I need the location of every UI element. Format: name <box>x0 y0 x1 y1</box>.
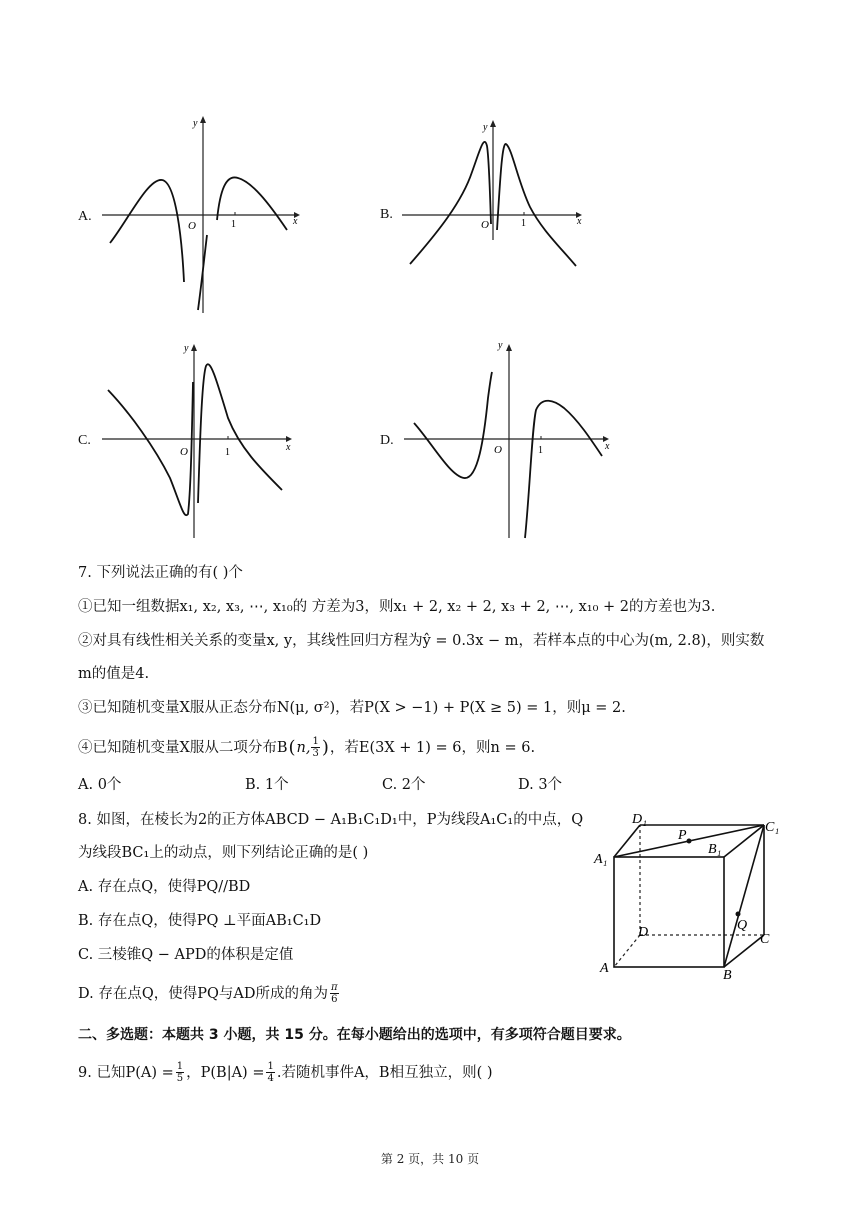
q8-option-b: B. 存在点Q，使得PQ ⊥平面AB₁C₁D <box>78 913 322 929</box>
left-paren: ( <box>288 736 296 758</box>
graph-c <box>100 338 300 543</box>
fraction-denominator: 5 <box>176 1073 184 1084</box>
label-b1: B₁ <box>708 842 722 857</box>
q7-s4-suffix: ，若E(3X + 1) = 6，则n = 6. <box>329 739 536 756</box>
q7-s4-n: n, <box>296 739 311 756</box>
q9-part-a: 9. 已知P(A) = <box>78 1064 174 1081</box>
q7-option-d: D. 3个 <box>518 777 563 793</box>
q7-statement-2-cont: m的值是4. <box>78 666 150 682</box>
y-axis-label: y <box>498 340 503 351</box>
q8-option-a: A. 存在点Q，使得PQ//BD <box>78 879 251 895</box>
fraction-numerator: 1 <box>176 1061 184 1072</box>
label-a1: A₁ <box>594 852 608 867</box>
graph-d <box>402 338 612 543</box>
section-heading-multiple-choice: 二、多选题：本题共 3 小题，共 15 分。在每小题给出的选项中，有多项符合题目要求。 <box>78 1027 631 1043</box>
tick-one-label: 1 <box>231 219 236 230</box>
x-axis-label: x <box>605 441 610 452</box>
tick-one-label: 1 <box>521 218 526 229</box>
page-footer: 第 2 页，共 10 页 <box>380 1152 480 1166</box>
q7-statement-1: ①已知一组数据x₁, x₂, x₃, ⋯, x₁₀的 方差为3，则x₁ + 2, x₂ + 2, x₃ + 2, ⋯, x₁₀ + 2的方差也为3. <box>78 599 716 615</box>
origin-label: O <box>188 220 196 232</box>
y-axis-label: y <box>483 122 488 133</box>
q7-option-a: A. 0个 <box>78 777 122 793</box>
q9-part-b: ，P(B|A) = <box>186 1064 265 1081</box>
option-c-label: C. <box>78 433 91 448</box>
label-b: B <box>723 968 732 983</box>
q7-stem: 7. 下列说法正确的有( )个 <box>78 565 243 581</box>
y-axis-label: y <box>193 118 198 129</box>
fraction-numerator: π <box>330 982 338 993</box>
q7-statement-3: ③已知随机变量X服从正态分布N(μ, σ²)，若P(X > −1) + P(X ≥ 5) = 1，则μ = 2. <box>78 700 626 716</box>
label-c1: C₁ <box>765 820 780 835</box>
tick-one-label: 1 <box>538 445 543 456</box>
x-axis-label: x <box>293 216 298 227</box>
label-p: P <box>678 828 687 843</box>
q7-option-c: C. 2个 <box>382 777 426 793</box>
origin-label: O <box>481 219 489 231</box>
q7-statement-4 <box>78 736 535 759</box>
option-a-label: A. <box>78 209 92 224</box>
q9-stem <box>78 1061 493 1084</box>
fraction-one-fifth <box>176 1061 184 1084</box>
fraction-denominator: 3 <box>312 748 319 759</box>
option-d-label: D. <box>380 433 394 448</box>
fraction-pi-over-six <box>330 982 339 1005</box>
fraction-denominator: 4 <box>267 1073 274 1084</box>
q8-option-d-text: D. 存在点Q，使得PQ与AD所成的角为 <box>78 985 328 1002</box>
fraction-one-fourth <box>266 1061 274 1084</box>
y-axis-label: y <box>184 343 189 354</box>
fraction-numerator: 1 <box>312 736 319 747</box>
q7-s4-prefix: ④已知随机变量X服从二项分布B <box>78 739 288 756</box>
tick-one-label: 1 <box>225 447 230 458</box>
graph-b <box>400 112 590 272</box>
fraction-one-third <box>311 736 319 759</box>
label-q: Q <box>737 918 748 933</box>
point-p <box>687 839 692 844</box>
origin-label: O <box>494 444 502 456</box>
fraction-numerator: 1 <box>267 1061 274 1072</box>
q8-stem-line-2: 为线段BC₁上的动点，则下列结论正确的是( ) <box>78 845 369 861</box>
q7-option-b: B. 1个 <box>245 777 289 793</box>
x-axis-label: x <box>286 442 291 453</box>
option-b-label: B. <box>380 207 393 222</box>
cube-figure <box>590 805 790 985</box>
q8-option-c: C. 三棱锥Q − APD的体积是定值 <box>78 947 294 963</box>
x-axis-label: x <box>577 216 582 227</box>
q8-option-d <box>78 982 339 1005</box>
label-c: C <box>760 932 770 947</box>
label-d1: D₁ <box>632 812 647 827</box>
point-q <box>736 912 741 917</box>
q8-stem-line-1: 8. 如图，在棱长为2的正方体ABCD − A₁B₁C₁D₁中，P为线段A₁C₁的中点，Q <box>78 812 584 828</box>
q9-part-c: .若随机事件A，B相互独立，则( ) <box>276 1064 493 1081</box>
fraction-denominator: 6 <box>331 994 338 1005</box>
q7-statement-2: ②对具有线性相关关系的变量x, y，其线性回归方程为ŷ = 0.3x − m，若样本点的中心为(m, 2.8)，则实数 <box>78 633 765 649</box>
graph-a <box>100 110 310 320</box>
label-d: D <box>638 925 649 940</box>
origin-label: O <box>180 446 188 458</box>
label-a: A <box>600 961 609 976</box>
right-paren: ) <box>321 736 329 758</box>
